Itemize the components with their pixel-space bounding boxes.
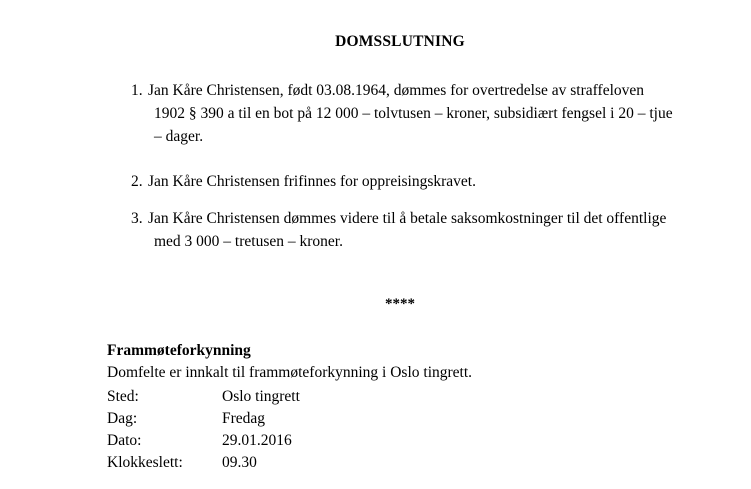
list-item-text: Jan Kåre Christensen, født 03.08.1964, dømmes for overtredelse av straffeloven xyxy=(148,82,645,99)
list-item-text: – dager. xyxy=(154,128,204,145)
list-item-text: Jan Kåre Christensen frifinnes for oppreisingskravet. xyxy=(148,173,476,190)
list-item-number: 3. xyxy=(131,210,143,227)
info-row xyxy=(107,408,300,430)
info-value: 09.30 xyxy=(222,454,257,471)
section-title: Frammøteforkynning xyxy=(107,342,251,359)
info-row xyxy=(107,452,300,474)
info-value: Fredag xyxy=(222,410,266,427)
info-value: Oslo tingrett xyxy=(222,388,300,405)
info-row xyxy=(107,430,300,452)
section-separator: **** xyxy=(385,296,415,312)
section-intro: Domfelte er innkalt til frammøteforkynning i Oslo tingrett. xyxy=(107,364,473,381)
list-item-number: 1. xyxy=(131,82,143,99)
info-value: 29.01.2016 xyxy=(222,432,292,449)
info-table xyxy=(107,386,300,474)
list-item xyxy=(131,79,673,148)
list-item xyxy=(131,207,666,253)
list-item xyxy=(131,170,476,193)
info-label: Sted: xyxy=(107,388,139,405)
list-item-text: Jan Kåre Christensen dømmes videre til å betale saksomkostninger til det offentlige xyxy=(148,210,667,227)
info-label: Dag: xyxy=(107,410,138,427)
info-label: Klokkeslett: xyxy=(107,454,183,471)
list-item-number: 2. xyxy=(131,173,143,190)
info-label: Dato: xyxy=(107,432,142,449)
info-row xyxy=(107,386,300,408)
list-item-text: med 3 000 – tretusen – kroner. xyxy=(154,233,343,250)
list-item-text: 1902 § 390 a til en bot på 12 000 – tolvtusen – kroner, subsidiært fengsel i 20 – tjue xyxy=(154,105,673,122)
page-title: DOMSSLUTNING xyxy=(335,33,465,50)
